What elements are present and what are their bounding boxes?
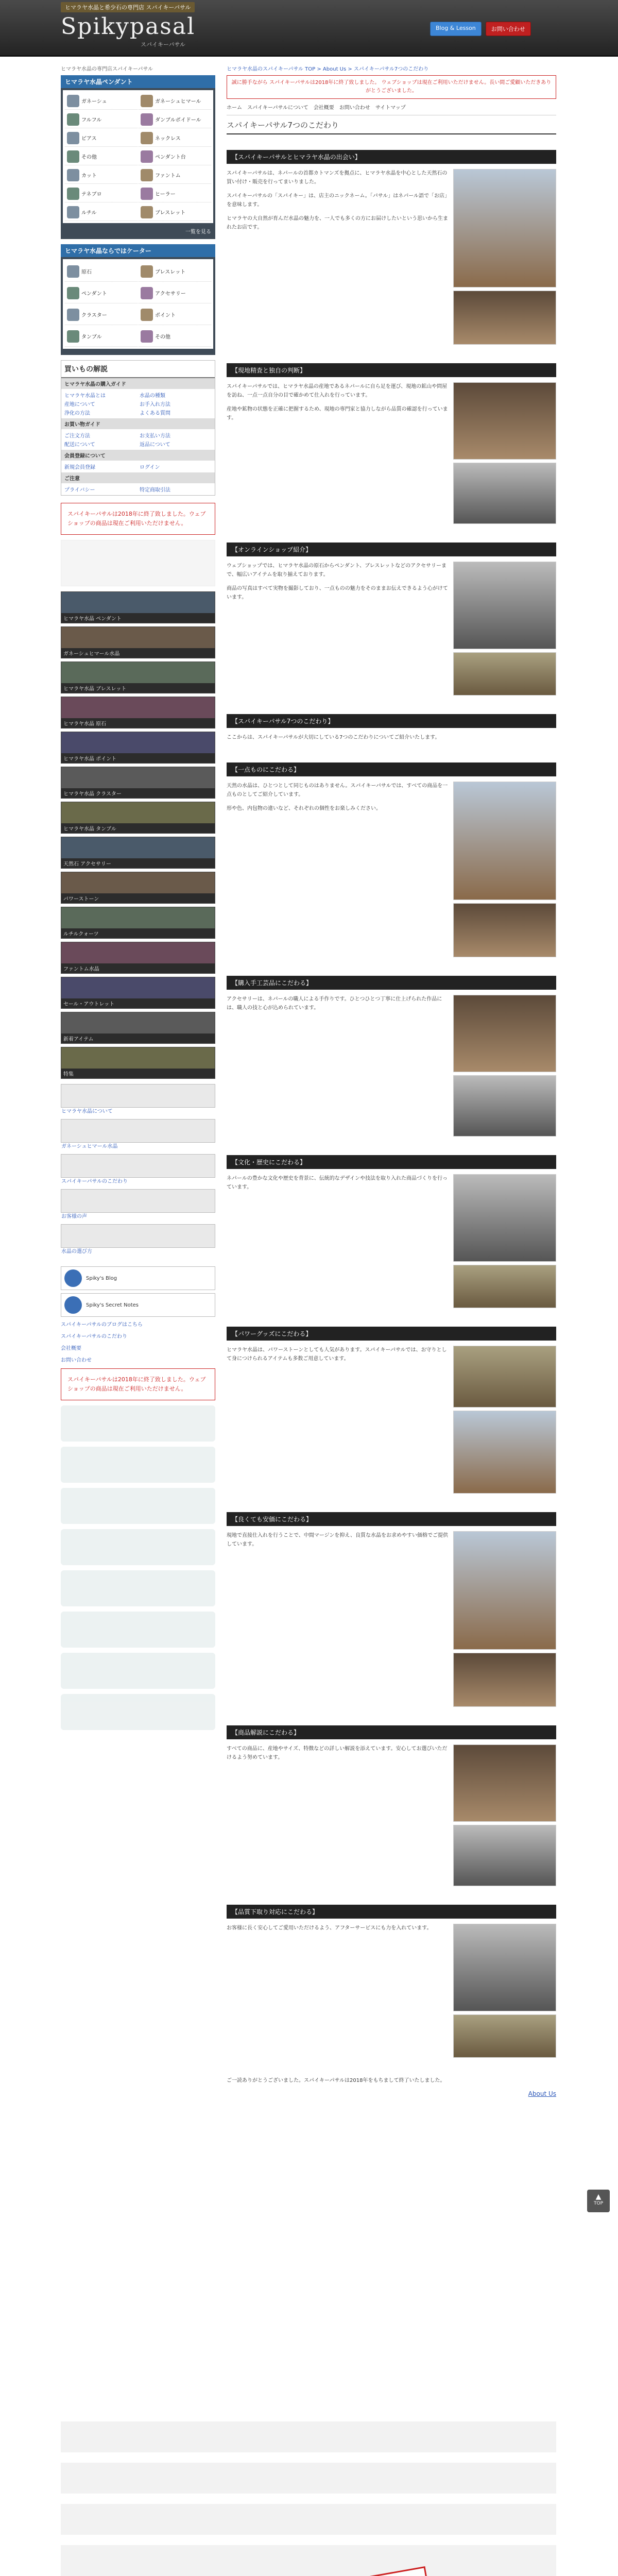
section-text (227, 382, 448, 527)
notes-banner[interactable] (61, 1293, 215, 1317)
nav-item-thumb (141, 309, 153, 321)
guide-link[interactable]: 水晶の種類 (140, 393, 165, 399)
guide-section-head: ご注意 (61, 472, 215, 483)
section-paragraph: 現地で直接仕入れを行うことで、中間マージンを抑え、良質な水晶をお求めやすい価格でご提供しています。 (227, 1533, 448, 1547)
closing-text: ご一読ありがとうございました。スパイキーパサルは2018年をもちまして終了いたしました。 (227, 2078, 445, 2083)
section-photo (453, 1075, 556, 1137)
guide-link[interactable]: 浄化の方法 (64, 411, 90, 416)
section-photo (453, 903, 556, 957)
left-link[interactable]: 会社概要 (61, 1346, 81, 1351)
nav-item-label: ポイント (155, 313, 176, 318)
guide-link[interactable]: プライバシー (64, 487, 95, 493)
section-heading: 【スパイキーパサル7つのこだわり】 (227, 714, 556, 728)
page-top-button[interactable] (587, 2190, 610, 2212)
pendant-category-nav (61, 75, 215, 239)
content-sections (227, 150, 556, 2061)
nav-item[interactable] (65, 304, 138, 325)
section-photo (453, 2014, 556, 2058)
shop-link[interactable] (61, 591, 215, 623)
nav-item-label: ネックレス (155, 136, 181, 142)
section-text (227, 1744, 448, 1889)
section-photo (453, 1924, 556, 2011)
sidebar-tagbar: ヒマラヤ水晶の専門店スパイキーパサル (61, 66, 153, 72)
notes-banner-text: Spiky's Secret Notes (86, 1302, 139, 1308)
banner-link[interactable] (61, 1154, 215, 1184)
section-text (227, 1531, 448, 1710)
breadcrumb (227, 64, 556, 72)
shop-link[interactable] (61, 942, 215, 974)
section-heading: 【オンラインショップ紹介】 (227, 543, 556, 556)
section-photo (453, 1174, 556, 1262)
banner-link[interactable] (61, 1119, 215, 1149)
nav-item[interactable] (139, 283, 211, 303)
contact-button[interactable]: お問い合わせ (486, 22, 531, 36)
shop-link[interactable] (61, 697, 215, 728)
nav-item-label: クラスター (81, 313, 107, 318)
nav-item[interactable] (139, 129, 211, 147)
category-nav-title: ヒマラヤ水晶ならではケーター (61, 244, 215, 257)
nav-item-label: ルチル (81, 210, 97, 216)
section-photo (453, 382, 556, 460)
shop-link-label: ヒマラヤ水晶 タンブル (61, 823, 215, 833)
section-paragraph: ネパールの豊かな文化や歴史を背景に、伝統的なデザインや技法を取り入れた商品づくりを行っています。 (227, 1176, 448, 1190)
section-text (227, 169, 448, 348)
section-image (453, 1346, 556, 1497)
closure-notice: スパイキーパサルは2018年に終了致しました。ウェブショップの商品は現在ご利用いただけません。 (61, 503, 215, 535)
about-us-link[interactable]: About Us (528, 2090, 556, 2097)
section-heading: 【品質下取り対応にこだわる】 (227, 1905, 556, 1919)
section-heading: 【商品解説にこだわる】 (227, 1725, 556, 1739)
shop-link-label: 天然石 アクセサリー (61, 858, 215, 868)
nav-item-label: ファントム (155, 173, 181, 179)
section-text (227, 995, 448, 1140)
shop-link-label: ガネーシュヒマール水晶 (61, 648, 215, 658)
nav-item-label: その他 (155, 334, 170, 340)
section-image (453, 995, 556, 1140)
banner-link[interactable] (61, 1084, 215, 1114)
guide-section-head: 会員登録について (61, 450, 215, 461)
category-nav (61, 244, 215, 355)
shop-link[interactable] (61, 732, 215, 764)
section-body (227, 782, 556, 960)
section-paragraph: スパイキーパサルは、ネパールの首都カトマンズを拠点に、ヒマラヤ水晶を中心とした天然石の買い付け・販売を行ってまいりました。 (227, 171, 448, 185)
section-image (453, 782, 556, 960)
shop-link-label: 特集 (61, 1069, 215, 1078)
shop-link-label: ファントム水晶 (61, 963, 215, 973)
section-image (453, 1174, 556, 1311)
pendant-nav-title: ヒマラヤ水晶ペンダント (61, 75, 215, 88)
shop-link-label: ヒマラヤ水晶 ペンダント (61, 613, 215, 623)
shop-link[interactable] (61, 907, 215, 939)
nav-item-thumb (67, 132, 79, 144)
left-link[interactable]: お問い合わせ (61, 1358, 92, 1363)
nav-item[interactable] (65, 166, 138, 184)
section-photo (453, 995, 556, 1072)
section-body (227, 995, 556, 1140)
banner-label: ガネーシュヒマール水晶 (61, 1144, 118, 1149)
section-photo (453, 169, 556, 287)
section-paragraph: 天然の水晶は、ひとつとして同じものはありません。スパイキーパサルでは、すべての商品を一点ものとしてご紹介しています。 (227, 783, 448, 798)
guide-link[interactable]: 特定商取引法 (140, 487, 170, 493)
logo-area[interactable] (61, 2, 215, 54)
section-heading: 【スパイキーパサルとヒマラヤ水晶の出会い】 (227, 150, 556, 164)
section-image (453, 382, 556, 527)
nav-item-thumb (141, 95, 153, 107)
section-heading: 【良くても安価にこだわる】 (227, 1512, 556, 1526)
nav-item[interactable] (139, 92, 211, 110)
faded-block (61, 540, 215, 586)
guide-link[interactable]: よくある質問 (140, 411, 170, 416)
guide-title: 買いもの解説 (61, 361, 215, 378)
shop-link[interactable] (61, 872, 215, 904)
section-paragraph: ここからは、スパイキーパサルが大切にしている7つのこだわりについてご紹介いたします。 (227, 735, 440, 740)
nav-item-label: ガネーシュ (81, 99, 107, 105)
section-photo (453, 652, 556, 696)
blog-banner-text: Spiky's Blog (86, 1275, 117, 1281)
shop-link-label: パワーストーン (61, 893, 215, 903)
nav-item-thumb (67, 95, 79, 107)
nav-item-thumb (141, 265, 153, 278)
left-link[interactable]: スパイキーパサルのこだわり (61, 1334, 127, 1340)
nav-item[interactable] (139, 326, 211, 347)
guide-section-head: ヒマラヤ水晶の購入ガイド (61, 378, 215, 389)
nav-item[interactable] (139, 185, 211, 202)
section-heading: 【文化・歴史にこだわる】 (227, 1155, 556, 1169)
section-text (227, 562, 448, 699)
nav-item-thumb (141, 169, 153, 181)
section-photo (453, 562, 556, 649)
left-sidebar (61, 64, 215, 1735)
site-nav-item[interactable]: スパイキーパサルについて (247, 105, 308, 111)
guide-links (61, 429, 215, 450)
nav-item-thumb (67, 309, 79, 321)
guide-link[interactable]: お手入れ方法 (140, 402, 170, 408)
banner-label: 水晶の選び方 (61, 1249, 92, 1255)
guide-links (61, 389, 215, 418)
nav-item-thumb (67, 150, 79, 163)
faded-column (61, 1405, 215, 1730)
banner-list (61, 1084, 215, 1255)
shopping-guide (61, 360, 215, 496)
section-paragraph: すべての商品に、産地やサイズ、特徴などの詳しい解説を添えています。安心してお選びいただけるよう努めています。 (227, 1746, 448, 1760)
nav-item-label: ブレスレット (155, 210, 186, 216)
category-nav-grid (63, 259, 213, 349)
site-nav-item[interactable]: 会社概要 (313, 105, 334, 111)
shop-link-label: 新着アイテム (61, 1033, 215, 1043)
nav-item[interactable] (139, 204, 211, 221)
nav-item[interactable] (139, 304, 211, 325)
nav-item-label: その他 (81, 155, 97, 160)
section-image (453, 1924, 556, 2061)
section-text (227, 733, 556, 747)
section-photo (453, 463, 556, 524)
section-image (453, 1744, 556, 1889)
site-header (0, 0, 618, 57)
blog-button[interactable]: Blog & Lesson (430, 22, 482, 36)
section-body (227, 382, 556, 527)
shop-link-list (61, 591, 215, 1079)
header-buttons (430, 22, 531, 36)
site-sublogo: スパイキーパサル (141, 41, 185, 48)
banner-link[interactable] (61, 1224, 215, 1255)
site-nav (227, 103, 556, 115)
nav-item-thumb (141, 113, 153, 126)
nav-item-thumb (67, 188, 79, 200)
section-paragraph: ヒマラヤ水晶は、パワーストーンとしても人気があります。スパイキーパサルでは、お守りとして身につけられるアイテムも多数ご用意しています。 (227, 1347, 447, 1362)
page-title: スパイキーパサル7つのこだわり (227, 120, 556, 134)
nav-item-label: 原石 (81, 269, 92, 275)
section-body (227, 562, 556, 699)
nav-item-label: ブレスレット (155, 269, 186, 275)
section-heading: 【パワーグッズにこだわる】 (227, 1327, 556, 1341)
section-photo (453, 782, 556, 900)
section-heading: 【現地精査と独自の判断】 (227, 363, 556, 377)
section-body (227, 733, 556, 747)
breadcrumb-text[interactable]: ヒマラヤ水晶のスパイキーパサル TOP > About Us > スパイキーパサル7つのこだわり (227, 66, 429, 72)
nav-item-thumb (67, 265, 79, 278)
nav-item-label: ヒーラー (155, 192, 176, 197)
section-paragraph: アクセサリーは、ネパールの職人による手作りです。ひとつひとつ丁寧に仕上げられた作品には、職人の技と心が込められています。 (227, 996, 442, 1011)
nav-item-thumb (141, 330, 153, 343)
section-body (227, 1346, 556, 1497)
nav-item[interactable] (139, 166, 211, 184)
guide-link[interactable]: ログイン (140, 465, 160, 470)
left-links (61, 1320, 215, 1363)
nav-item-thumb (67, 113, 79, 126)
site-nav-item[interactable]: サイトマップ (375, 105, 406, 111)
shop-link[interactable] (61, 1047, 215, 1079)
section-photo (453, 1744, 556, 1822)
shop-link[interactable] (61, 662, 215, 693)
section-text (227, 782, 448, 960)
nav-item[interactable] (65, 148, 138, 165)
section-body (227, 169, 556, 348)
section-heading: 【一点ものにこだわる】 (227, 762, 556, 776)
left-link[interactable]: スパイキーパサルのブログはこちら (61, 1322, 143, 1328)
section-body (227, 1531, 556, 1710)
section-photo (453, 291, 556, 345)
guide-link[interactable]: お支払い方法 (140, 433, 170, 439)
shop-link[interactable] (61, 767, 215, 799)
section-paragraph: 商品の写真はすべて実物を撮影しており、一点ものの魅力をそのままお伝えできるよう心がけています。 (227, 586, 448, 600)
section-body (227, 1744, 556, 1889)
section-photo (453, 1825, 556, 1886)
guide-body (61, 378, 215, 495)
site-nav-item[interactable]: お問い合わせ (339, 105, 370, 111)
site-footer (61, 2421, 556, 2576)
guide-links (61, 483, 215, 495)
shop-link-label: ヒマラヤ水晶 ポイント (61, 753, 215, 763)
nav-item-thumb (141, 287, 153, 299)
section-text (227, 1924, 448, 2061)
nav-item-thumb (141, 206, 153, 218)
guide-section-head: お買い物ガイド (61, 418, 215, 429)
section-body (227, 1174, 556, 1311)
shop-link-label: セール・アウトレット (61, 998, 215, 1008)
nav-item-label: ペンダント台 (155, 155, 186, 160)
guide-link[interactable]: 返品について (140, 442, 170, 448)
section-image (453, 1531, 556, 1710)
guide-link[interactable]: 産地について (64, 402, 95, 408)
guide-link[interactable]: ヒマラヤ水晶とは (64, 393, 106, 399)
section-text (227, 1346, 448, 1497)
page-top-label: TOP (593, 2201, 603, 2206)
nav-item[interactable] (139, 261, 211, 282)
shop-link[interactable] (61, 977, 215, 1009)
nav-item-thumb (67, 287, 79, 299)
shop-link[interactable] (61, 837, 215, 869)
banner-label: お客様の声 (61, 1214, 87, 1219)
shop-link[interactable] (61, 626, 215, 658)
closure-notice-2: スパイキーパサルは2018年に終了致しました。ウェブショップの商品は現在ご利用いただけません。 (61, 1368, 215, 1400)
section-text (227, 1174, 448, 1311)
shop-link-label: ヒマラヤ水晶 ブレスレット (61, 683, 215, 693)
section-paragraph: スパイキーパサルでは、ヒマラヤ水晶の産地であるネパールに自ら足を運び、現地の鉱山や問屋を訪ね、一点一点自分の目で確かめて仕入れを行っています。 (227, 384, 448, 398)
section-photo (453, 1653, 556, 1707)
section-paragraph: 形や色、内包物の違いなど、それぞれの個性をお楽しみください。 (227, 806, 381, 811)
shop-link[interactable] (61, 802, 215, 834)
shop-link[interactable] (61, 1012, 215, 1044)
nav-item-label: ペンダント (81, 291, 107, 297)
main-content (227, 64, 556, 2097)
guide-links (61, 461, 215, 472)
nav-item-label: アクセサリー (155, 291, 186, 297)
section-body (227, 1924, 556, 2061)
guide-link[interactable]: ご注文方法 (64, 433, 90, 439)
nav-item-thumb (67, 206, 79, 218)
nav-item-label: カット (81, 173, 97, 179)
shop-link-label: ヒマラヤ水晶 クラスター (61, 788, 215, 798)
section-paragraph: スパイキーパサルの「スパイキー」は、店主のニックネーム。「パサル」はネパール語で「お店」を意味します。 (227, 193, 447, 208)
nav-item[interactable] (65, 283, 138, 303)
banner-label: スパイキーパサルのこだわり (61, 1179, 128, 1184)
section-photo (453, 1265, 556, 1308)
nav-item[interactable] (65, 326, 138, 347)
nav-item[interactable] (65, 261, 138, 282)
nav-item-label: ダンブルボイドール (155, 117, 201, 123)
nav-item[interactable] (65, 92, 138, 110)
section-heading: 【購入手工芸品にこだわる】 (227, 976, 556, 990)
nav-item-label: フルフル (81, 117, 102, 123)
section-photo (453, 1411, 556, 1494)
shop-link-label: ヒマラヤ水晶 原石 (61, 718, 215, 728)
section-photo (453, 1346, 556, 1408)
nav-item[interactable] (65, 111, 138, 128)
nav-item[interactable] (65, 129, 138, 147)
shop-link-label: ルチルクォーツ (61, 928, 215, 938)
header-tagline: ヒマラヤ水晶と希少石の専門店 スパイキーパサル (61, 2, 195, 12)
section-paragraph: ヒマラヤの大自然が育んだ水晶の魅力を、一人でも多くの方にお届けしたいという思いから生まれたお店です。 (227, 216, 448, 230)
nav-item[interactable] (139, 111, 211, 128)
blog-banner[interactable] (61, 1266, 215, 1290)
guide-link[interactable]: 新規会員登録 (64, 465, 95, 470)
nav-item-thumb (141, 150, 153, 163)
pendant-nav-grid (63, 90, 213, 223)
nav-item-label: テネブロ (81, 192, 102, 197)
nav-item-thumb (67, 330, 79, 343)
nav-item-thumb (67, 169, 79, 181)
nav-item[interactable] (139, 148, 211, 165)
section-paragraph: 産地や鉱物の状態を正確に把握するため、現地の専門家と協力しながら品質の確認を行っています。 (227, 406, 448, 421)
guide-link[interactable]: 配送について (64, 442, 95, 448)
site-nav-item[interactable]: ホーム (227, 105, 242, 111)
nav-more-link[interactable]: 一覧を見る (185, 229, 211, 235)
section-paragraph: お客様に長く安心してご愛用いただけるよう、アフターサービスにも力を入れています。 (227, 1925, 432, 1931)
top-notice: 誠に勝手ながら スパイキーパサルは2018年に終了致しました。 ウェブショップは現在ご利用いただけません。長い間ご愛顧いただきありがとうございました。 (227, 75, 556, 99)
site-logo[interactable]: Spikypasal (61, 13, 196, 40)
section-image (453, 169, 556, 348)
nav-item[interactable] (65, 204, 138, 221)
nav-item-label: ピアス (81, 136, 97, 142)
notes-logo-icon (64, 1296, 82, 1314)
blog-logo-icon (64, 1269, 82, 1287)
section-paragraph: ウェブショップでは、ヒマラヤ水晶の原石からペンダント、ブレスレットなどのアクセサリーまで、幅広いアイテムを取り揃えております。 (227, 563, 447, 578)
banner-link[interactable] (61, 1189, 215, 1219)
arrow-up-icon: ▲ (595, 2193, 602, 2201)
banner-label: ヒマラヤ水晶について (61, 1109, 113, 1114)
nav-item-label: ガネーシュヒマール (155, 99, 201, 105)
section-image (453, 562, 556, 699)
nav-item-label: タンブル (81, 334, 102, 340)
nav-item-thumb (141, 132, 153, 144)
nav-item[interactable] (65, 185, 138, 202)
nav-item-thumb (141, 188, 153, 200)
section-photo (453, 1531, 556, 1650)
